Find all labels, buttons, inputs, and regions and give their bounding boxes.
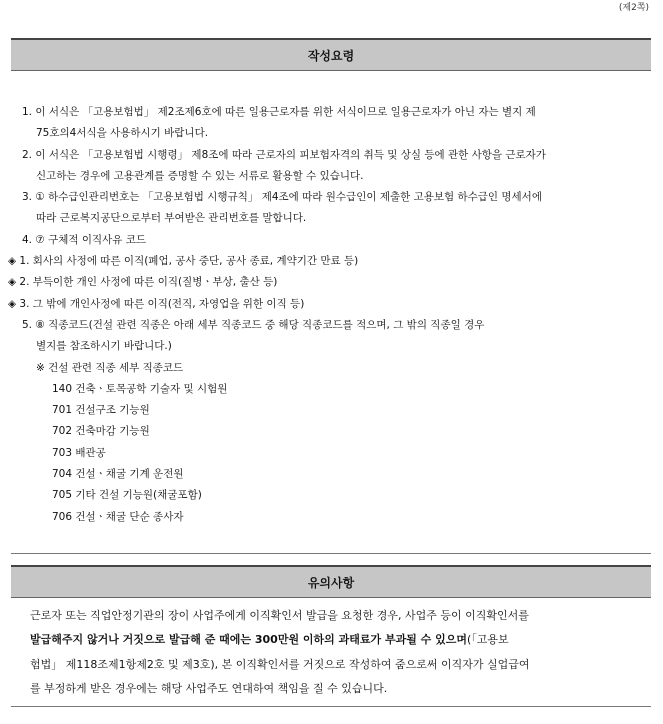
guide-line: 1. 이 서식은 「고용보험법」 제2조제6호에 따른 일용근로자를 위한 서식이므로 일용근로자가 아닌 자는 별지 제 — [22, 106, 536, 118]
guide-line: 신고하는 경우에 고용관계를 증명할 수 있는 서류로 활용할 수 있습니다. — [36, 169, 364, 182]
guide-line: 4. ⑦ 구체적 이직사유 코드 — [22, 233, 147, 246]
notice-penalty-text: 발급해주지 않거나 거짓으로 발급해 준 때에는 300만원 이하의 과태료가 부과될 수 있으며 — [30, 633, 467, 647]
notice-line-rest: (「고용보 — [467, 633, 509, 647]
guide-line: 3. ① 하수급인관리번호는 「고용보험법 시행규칙」 제4조에 따라 원수급인이 제출한 고용보험 하수급인 명세서에 — [22, 191, 542, 204]
bottom-rule — [11, 706, 651, 707]
job-code-line: 701 건설구조 기능원 — [52, 404, 150, 417]
writing-guide-header: 작성요령 — [11, 38, 651, 71]
guide-line: 별지를 참조하시기 바랍니다.) — [36, 340, 172, 353]
section-divider — [11, 553, 651, 554]
job-code-line: 140 건축ㆍ토목공학 기술자 및 시험원 — [52, 382, 228, 395]
notice-line: 를 부정하게 받은 경우에는 해당 사업주도 연대하여 책임을 질 수 있습니다. — [30, 681, 388, 695]
guide-line: ※ 건설 관련 직종 세부 직종코드 — [36, 361, 184, 374]
job-code-line: 706 건설ㆍ채굴 단순 종사자 — [52, 510, 184, 523]
job-code-line: 705 기타 건설 기능원(채굴포함) — [52, 489, 202, 502]
job-code-line: 703 배관공 — [52, 446, 106, 459]
notice-line: 험법」 제118조제1항제2호 및 제3호), 본 이직확인서를 거짓으로 작성하여 줌으로써 이직자가 실업급여 — [30, 657, 530, 671]
page-number: (제2쪽) — [618, 3, 649, 13]
guide-line: 2. 이 서식은 「고용보험법 시행령」 제8조에 따라 근로자의 피보험자격의 취득 및 상실 등에 관한 사항을 근로자가 — [22, 148, 546, 161]
guide-line: ◈ 2. 부득이한 개인 사정에 따른 이직(질병ㆍ부상, 출산 등) — [8, 276, 278, 289]
writing-guide-body — [8, 102, 647, 528]
notice-body — [30, 604, 642, 701]
notice-header: 유의사항 — [11, 565, 651, 598]
guide-line: ◈ 1. 회사의 사정에 따른 이직(폐업, 공사 중단, 공사 종료, 계약기간 만료 등) — [8, 255, 359, 268]
notice-line: 근로자 또는 직업안정기관의 장이 사업주에게 이직확인서 발급을 요청한 경우, 사업주 등이 이직확인서를 — [30, 609, 529, 622]
guide-line: 5. ⑧ 직종코드(건설 관련 직종은 아래 세부 직종코드 중 해당 직종코드를 적으며, 그 밖의 직종일 경우 — [22, 318, 485, 331]
guide-line: 75호의4서식을 사용하시기 바랍니다. — [36, 127, 209, 140]
job-code-line: 704 건설ㆍ채굴 기계 운전원 — [52, 468, 184, 481]
notice-line — [30, 628, 642, 652]
guide-line: 따라 근로복지공단으로부터 부여받은 관리번호를 말합니다. — [36, 212, 307, 225]
job-code-line: 702 건축마감 기능원 — [52, 425, 150, 438]
guide-line: ◈ 3. 그 밖에 개인사정에 따른 이직(전직, 자영업을 위한 이직 등) — [8, 297, 305, 310]
